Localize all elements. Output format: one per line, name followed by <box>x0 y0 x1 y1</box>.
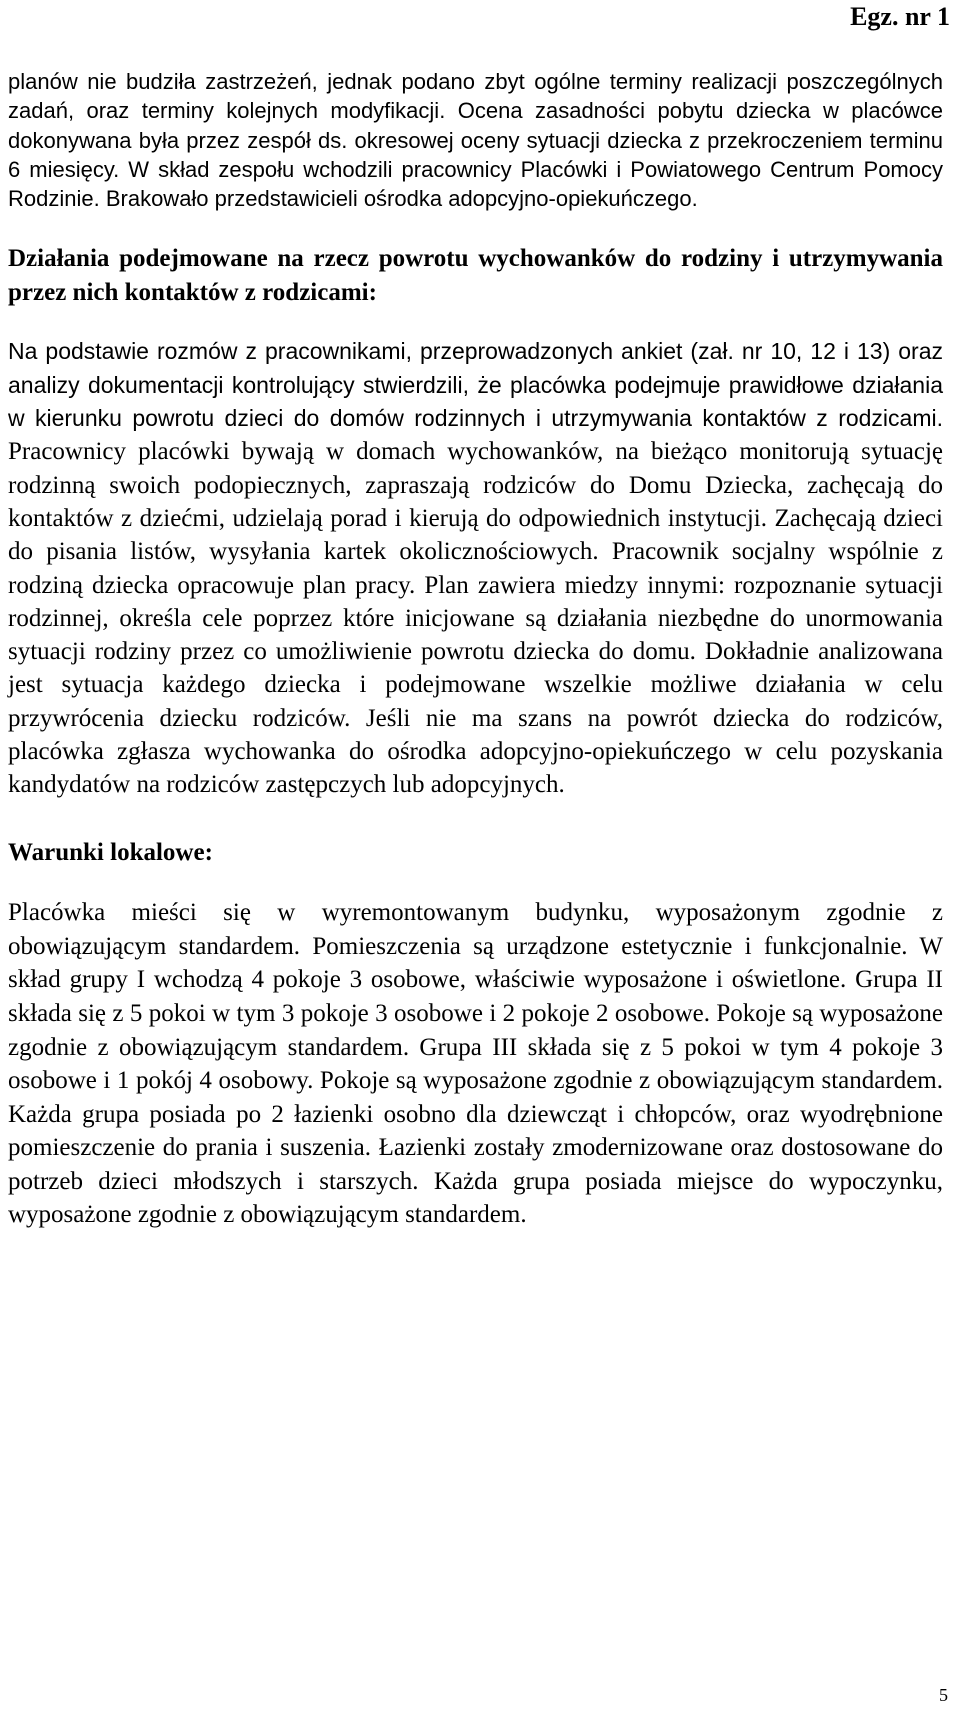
document-body <box>8 67 943 1232</box>
copy-number-label: Egz. nr 1 <box>850 2 950 31</box>
section-heading-housing: Warunki lokalowe: <box>8 838 213 866</box>
section-family-return <box>8 335 943 801</box>
section-heading-family-return: Działania podejmowane na rzecz powrotu wychowanków do rodziny i utrzymywania przez nich kontaktów z rodzicami: <box>8 245 943 306</box>
paragraph-plans: planów nie budziła zastrzeżeń, jednak podano zbyt ogólne terminy realizacji poszczególnych zadań, oraz terminy kolejnych modyfikacji. Ocena zasadności pobytu dziecka w placówce dokonywana była przez zespół ds. okresowej oceny sytuacji dziecka z przekroczeniem terminu 6 miesięcy. W skład zespołu wchodzili pracownicy Placówki i Powiatowego Centrum Pomocy Rodzinie. Brakowało przedstawicieli ośrodka adopcyjno-opiekuńczego. <box>8 69 943 212</box>
paragraph-housing: Placówka mieści się w wyremontowanym budynku, wyposażonym zgodnie z obowiązującym standardem. Pomieszczenia są urządzone estetycznie i funkcjonalnie. W skład grupy I wchodzą 4 pokoje 3 osobowe, właściwie wyposażone i oświetlone. Grupa II składa się z 5 pokoi w tym 3 pokoje 3 osobowe i 2 pokoje 2 osobowe. Pokoje są wyposażone zgodnie z obowiązującym standardem. Grupa III składa się z 5 pokoi w tym 4 pokoje 3 osobowe i 1 pokój 4 osobowy. Pokoje są wyposażone zgodnie z obowiązującym standardem. Każda grupa posiada po 2 łazienki osobno dla dziewcząt i chłopców, oraz wyodrębnione pomieszczenie do prania i suszenia. Łazienki zostały zmodernizowane oraz dostosowane do potrzeb dzieci młodszych i starszych. Każda grupa posiada miejsce do wypoczynku, wyposażone zgodnie z obowiązującym standardem. <box>8 899 943 1229</box>
section-housing <box>8 896 943 1232</box>
page-number: 5 <box>939 1685 948 1705</box>
paragraph-family-return-part-b: Pracownicy placówki bywają w domach wychowanków, na bieżąco monitorują sytuację rodzinną swoich podopiecznych, zapraszają rodziców do Domu Dziecka, zachęcają do kontaktów z dziećmi, udzielają porad i kierują do odpowiednich instytucji. Zachęcają dzieci do pisania listów, wysyłania kartek okolicznościowych. Pracownik socjalny wspólnie z rodziną dziecka opracowuje plan pracy. Plan zawiera miedzy innymi: rozpoznanie sytuacji rodzinnej, określa cele poprzez które inicjowane są działania niezbędne do unormowania sytuacji rodziny przez co umożliwienie powrotu dziecka do domu. Dokładnie analizowana jest sytuacja każdego dziecka i podejmowane wszelkie możliwe działania w celu przywrócenia dziecku rodziców. Jeśli nie ma szans na powrót dziecka do rodziców, placówka zgłasza wychowanka do ośrodka adopcyjno-opiekuńczego w celu pozyskania kandydatów na rodziców zastępczych lub adopcyjnych. <box>8 438 943 799</box>
paragraph-family-return <box>8 335 943 801</box>
paragraph-family-return-part-a: Na podstawie rozmów z pracownikami, przeprowadzonych ankiet (zał. nr 10, 12 i 13) oraz analizy dokumentacji kontrolujący stwierdzili, że placówka podejmuje prawidłowe działania w kierunku powrotu dzieci do domów rodzinnych i utrzymywania kontaktów z rodzicami. <box>8 338 943 432</box>
